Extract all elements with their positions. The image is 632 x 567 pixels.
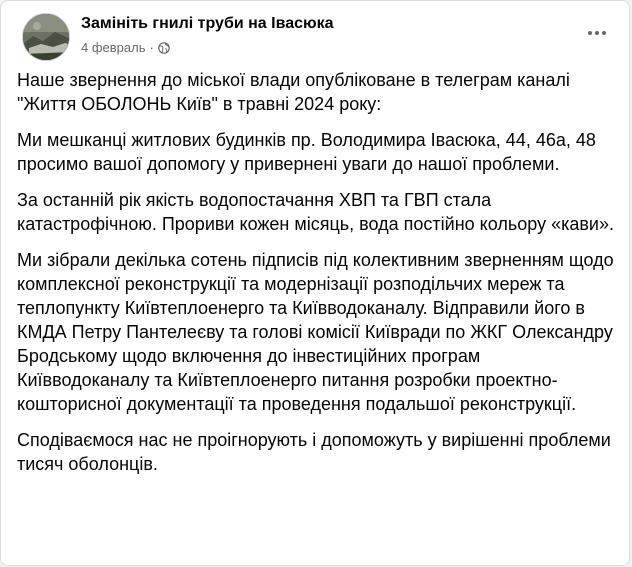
avatar[interactable] [22,13,70,61]
post-body [17,68,617,488]
avatar-image [23,14,70,61]
globe-icon [158,42,170,54]
more-options-button[interactable] [581,17,613,49]
post-meta [81,40,170,55]
meta-separator: · [149,40,154,55]
post-paragraph: Ми зібрали декілька сотень підписів під колективним зверненням щодо комплексної реконструкції та модернізації розподільчих мереж та теплопункту Київтеплоенерго та Київводоканалу. Відправили його в КМДА Петру Пантелеєву та голові комісії Київради по ЖКГ Олександру Бродському щодо включення до інвестиційних програм Київводоканалу та Київтеплоенерго питання розробки проектно-кошторисної документації та проведення подальшої реконструкції. [17,250,614,414]
post-date[interactable]: 4 февраль [81,40,146,55]
post-paragraph: Ми мешканці житлових будинків пр. Володимира Івасюка, 44, 46а, 48 просимо вашої допомогу у привернені уваги до нашої проблеми. [17,130,596,174]
post-header [17,9,617,63]
post-paragraph: Наше звернення до міської влади опубліковане в телеграм каналі "Життя ОБОЛОНЬ Київ" в травні 2024 року: [17,70,570,114]
post-paragraph: За останній рік якість водопостачання ХВП та ГВП стала катастрофічною. Прориви кожен місяць, вода постійно кольору «кави». [17,190,614,234]
post-author[interactable]: Замініть гнилі труби на Івасюка [81,15,334,32]
post-paragraph: Сподіваємося нас не проігнорують і допоможуть у вирішенні проблеми тисяч оболонців. [17,430,611,474]
more-horizontal-icon [587,30,607,36]
